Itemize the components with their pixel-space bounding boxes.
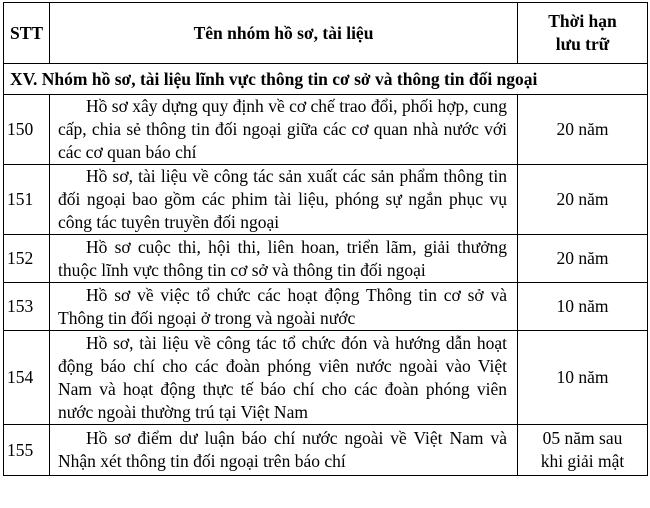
row-stt: 150: [4, 95, 50, 165]
row-stt: 151: [4, 165, 50, 235]
header-retention-line2: lưu trữ: [555, 34, 610, 54]
row-period: 20 năm: [518, 95, 648, 165]
row-period-line2: khi giải mật: [540, 451, 625, 471]
section-row: [4, 64, 648, 95]
table-row: [4, 235, 648, 283]
table-row: [4, 165, 648, 235]
section-title: XV. Nhóm hồ sơ, tài liệu lĩnh vực thông tin cơ sở và thông tin đối ngoại: [4, 64, 648, 95]
row-content: Hồ sơ điểm dư luận báo chí nước ngoài về Việt Nam và Nhận xét thông tin đối ngoại trên báo chí: [50, 425, 518, 476]
row-content: Hồ sơ cuộc thi, hội thi, liên hoan, triển lãm, giải thưởng thuộc lĩnh vực thông tin cơ sở và thông tin đối ngoại: [50, 235, 518, 283]
row-period: 20 năm: [518, 235, 648, 283]
table-header-row: [4, 3, 648, 64]
row-content: Hồ sơ, tài liệu về công tác tổ chức đón và hướng dẫn hoạt động báo chí cho các đoàn phóng viên nước ngoài vào Việt Nam và hoạt động thực tế báo chí cho các đoàn phóng viên nước ngoài thường trú tại Việt Nam: [50, 331, 518, 425]
row-period: [518, 425, 648, 476]
records-retention-table: [3, 2, 648, 476]
row-content: Hồ sơ, tài liệu về công tác sản xuất các sản phẩm thông tin đối ngoại bao gồm các phim tài liệu, phóng sự ngắn phục vụ công tác tuyên truyền đối ngoại: [50, 165, 518, 235]
table-row: [4, 95, 648, 165]
header-retention-period: [518, 3, 648, 64]
table-row: [4, 283, 648, 331]
header-stt: STT: [4, 3, 50, 64]
row-stt: 152: [4, 235, 50, 283]
table-row: [4, 331, 648, 425]
row-stt: 153: [4, 283, 50, 331]
row-content: Hồ sơ về việc tổ chức các hoạt động Thông tin cơ sở và Thông tin đối ngoại ở trong và ngoài nước: [50, 283, 518, 331]
row-period: 20 năm: [518, 165, 648, 235]
header-record-group: Tên nhóm hồ sơ, tài liệu: [50, 3, 518, 64]
header-retention-line1: Thời hạn: [548, 11, 617, 31]
row-period-line1: 05 năm sau: [542, 428, 623, 448]
row-stt: 155: [4, 425, 50, 476]
row-period: 10 năm: [518, 331, 648, 425]
row-period: 10 năm: [518, 283, 648, 331]
table-row: [4, 425, 648, 476]
row-content: Hồ sơ xây dựng quy định về cơ chế trao đổi, phối hợp, cung cấp, chia sẻ thông tin đối ngoại giữa các cơ quan nhà nước với các cơ quan báo chí: [50, 95, 518, 165]
row-stt: 154: [4, 331, 50, 425]
